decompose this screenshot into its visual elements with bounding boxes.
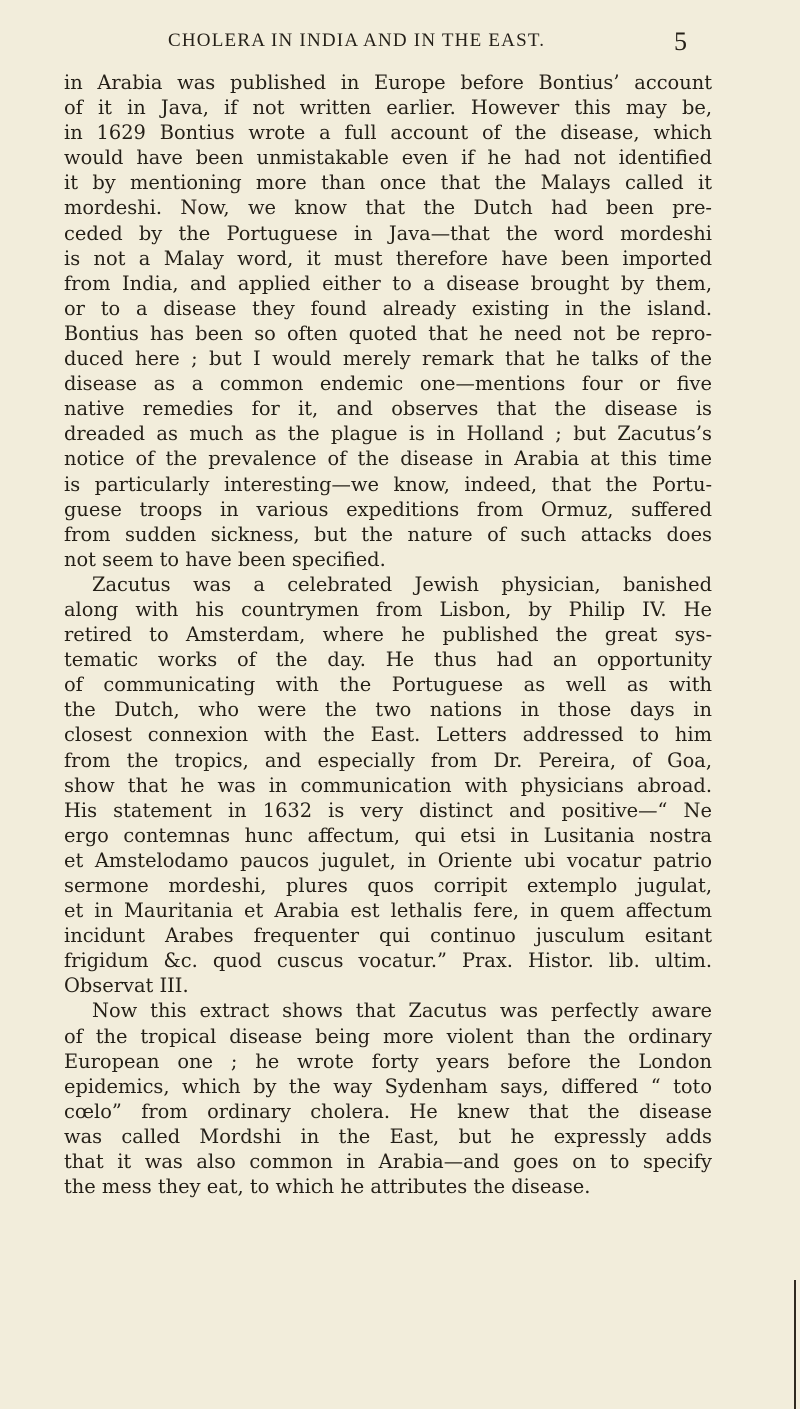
text-line: cœlo” from ordinary cholera. He knew that the disease xyxy=(64,1099,712,1123)
text-line: Now this extract shows that Zacutus was perfectly aware xyxy=(92,999,712,1023)
text-line: show that he was in communication with physicians abroad. xyxy=(64,773,712,797)
text-line: European one ; he wrote forty years before the London xyxy=(64,1049,712,1073)
text-line: from the tropics, and especially from Dr. Pereira, of Goa, xyxy=(64,748,712,772)
text-line: would have been unmistakable even if he had not identified xyxy=(64,146,712,170)
text-line: Bontius has been so often quoted that he need not be repro- xyxy=(64,321,712,345)
text-line: ceded by the Portuguese in Java—that the word mordeshi xyxy=(64,221,712,245)
text-line: frigidum &c. quod cuscus vocatur.” Prax. Histor. lib. ultim. xyxy=(64,949,712,973)
text-line: is not a Malay word, it must therefore have been imported xyxy=(64,246,712,270)
text-line: incidunt Arabes frequenter qui continuo jusculum esitant xyxy=(64,924,712,948)
text-line: Observat III. xyxy=(64,974,189,998)
text-line: dreaded as much as the plague is in Holland ; but Zacutus’s xyxy=(64,422,712,446)
text-line: disease as a common endemic one—mentions four or five xyxy=(64,372,712,396)
text-line: et Amstelodamo paucos jugulet, in Oriente ubi vocatur patrio xyxy=(64,848,712,872)
text-line: not seem to have been specified. xyxy=(64,547,386,571)
text-line: in Arabia was published in Europe before Bontius’ account xyxy=(64,71,712,94)
text-line: the Dutch, who were the two nations in those days in xyxy=(64,698,712,722)
text-line: of it in Java, if not written earlier. However this may be, xyxy=(64,96,712,120)
text-line: along with his countrymen from Lisbon, by Philip IV. He xyxy=(64,597,712,621)
text-line: notice of the prevalence of the disease in Arabia at this time xyxy=(64,447,712,471)
body-text xyxy=(64,70,712,1199)
text-line: tematic works of the day. He thus had an opportunity xyxy=(64,648,712,672)
text-line: native remedies for it, and observes that the disease is xyxy=(64,397,712,421)
text-line: epidemics, which by the way Sydenham says, differed “ toto xyxy=(64,1074,712,1098)
text-line: closest connexion with the East. Letters addressed to him xyxy=(64,723,712,747)
text-line: of communicating with the Portuguese as well as with xyxy=(64,673,712,697)
text-line: sermone mordeshi, plures quos corripit extemplo jugulat, xyxy=(64,874,712,897)
text-line: Zacutus was a celebrated Jewish physician, banished xyxy=(92,572,712,596)
text-line: that it was also common in Arabia—and goes on to specify xyxy=(64,1150,712,1174)
text-line: et in Mauritania et Arabia est lethalis fere, in quem affectum xyxy=(64,899,712,923)
text-line: is particularly interesting—we know, indeed, that the Portu- xyxy=(64,472,712,496)
page-edge-shadow xyxy=(794,1280,796,1409)
text-line: or to a disease they found already existing in the island. xyxy=(64,296,712,320)
page-number: 5 xyxy=(674,27,687,56)
text-line: duced here ; but I would merely remark that he talks of the xyxy=(64,347,712,371)
text-line: ergo contemnas hunc affectum, qui etsi in Lusitania nostra xyxy=(64,823,712,847)
text-line: His statement in 1632 is very distinct and positive—“ Ne xyxy=(64,798,712,822)
text-line: mordeshi. Now, we know that the Dutch had been pre- xyxy=(64,196,712,220)
text-line: the mess they eat, to which he attributes the disease. xyxy=(64,1175,591,1199)
text-line: was called Mordshi in the East, but he expressly adds xyxy=(64,1124,712,1148)
text-line: retired to Amsterdam, where he published the great sys- xyxy=(64,623,712,647)
text-line: it by mentioning more than once that the Malays called it xyxy=(64,171,712,195)
text-line: of the tropical disease being more violent than the ordinary xyxy=(64,1024,712,1048)
text-line: from sudden sickness, but the nature of such attacks does xyxy=(64,522,712,546)
text-line: in 1629 Bontius wrote a full account of the disease, which xyxy=(64,121,712,145)
running-header: CHOLERA IN INDIA AND IN THE EAST. xyxy=(168,30,546,51)
text-line: from India, and applied either to a disease brought by them, xyxy=(64,271,712,295)
text-line: guese troops in various expeditions from Ormuz, suffered xyxy=(64,497,712,521)
